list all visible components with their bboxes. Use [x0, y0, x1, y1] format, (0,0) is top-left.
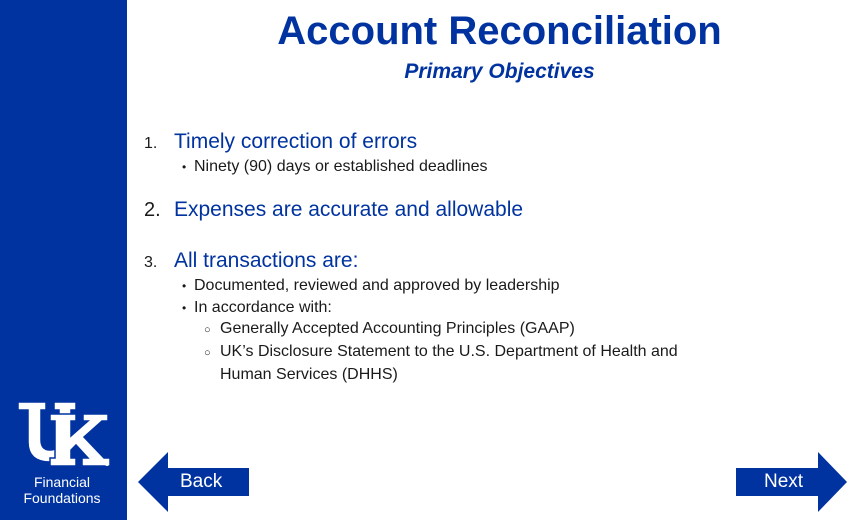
objective-3	[144, 248, 358, 276]
bullet-dot-icon: •	[182, 160, 187, 174]
next-button[interactable]	[736, 452, 848, 512]
sub-bullet-continuation: Human Services (DHHS)	[220, 366, 398, 383]
sub-bullet-text: Generally Accepted Accounting Principles (GAAP)	[220, 320, 575, 337]
objective-3-sub-bullet-1	[204, 318, 724, 341]
next-button-label: Next	[764, 471, 804, 492]
objective-3-heading: All transactions are:	[174, 249, 359, 272]
back-button-label: Back	[180, 471, 223, 492]
objective-3-sub-bullet-2	[204, 341, 724, 386]
brand-label	[0, 474, 124, 506]
objective-1-number: 1.	[144, 135, 158, 152]
circle-bullet-icon: ○	[204, 347, 211, 359]
bullet-dot-icon: •	[182, 301, 187, 315]
objective-1	[144, 129, 417, 157]
sub-bullet-text: UK’s Disclosure Statement to the U.S. Department of Health and	[220, 343, 678, 360]
back-button[interactable]	[138, 452, 250, 512]
objective-3-bullet-2	[182, 298, 332, 318]
objective-2-heading: Expenses are accurate and allowable	[174, 198, 524, 221]
objective-2-number: 2.	[144, 199, 161, 221]
bullet-text: In accordance with:	[194, 299, 332, 316]
brand-line-1: Financial	[33, 474, 91, 490]
circle-bullet-icon: ○	[204, 324, 211, 336]
brand-line-2: Foundations	[23, 490, 101, 506]
uk-logo	[16, 398, 112, 470]
bullet-dot-icon: •	[182, 279, 187, 293]
bullet-text: Ninety (90) days or established deadlines	[194, 158, 488, 175]
objective-1-bullet-1	[182, 157, 488, 177]
objective-3-number: 3.	[144, 254, 158, 271]
sidebar	[0, 0, 127, 520]
page-subtitle: Primary Objectives	[404, 60, 595, 83]
objective-3-bullet-1	[182, 276, 560, 296]
page-title: Account Reconciliation	[277, 9, 722, 53]
bullet-text: Documented, reviewed and approved by leadership	[194, 277, 560, 294]
objective-2	[144, 197, 523, 223]
objective-1-heading: Timely correction of errors	[174, 130, 418, 153]
